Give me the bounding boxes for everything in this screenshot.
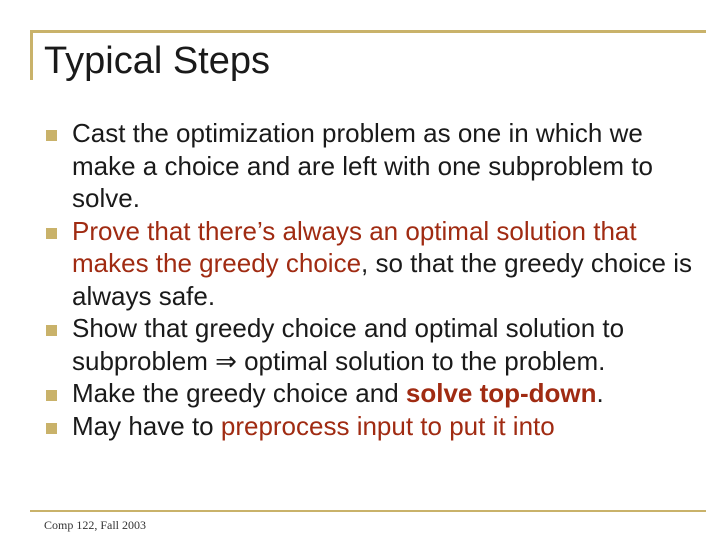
square-bullet-icon [46,325,57,336]
slide-footer: Comp 122, Fall 2003 [44,518,147,532]
slide-title: Typical Steps [44,40,270,82]
bullet-text: Show that greedy choice and optimal solution to subproblem ⇒ optimal solution to the problem. [72,313,625,376]
bullet-item [40,215,710,313]
bullet-item [40,377,710,410]
bullet-item [40,410,710,443]
bottom-frame-line [30,510,706,512]
bullet-text: May have to [72,410,221,441]
bullet-item [40,117,710,215]
left-frame-line [30,30,33,80]
square-bullet-icon [46,228,57,239]
bullet-list [40,117,710,442]
bullet-text-emphasis: preprocess input to put it into [220,410,555,441]
bullet-text: . [596,378,604,408]
bullet-text-emphasis: solve top-down [405,378,597,408]
square-bullet-icon [46,390,57,401]
bullet-text: Cast the optimization problem as one in which we make a choice and are left with one subproblem to solve. [72,118,654,213]
square-bullet-icon [46,130,57,141]
bullet-item [40,312,710,377]
bullet-text: , so that the greedy choice is always safe. [72,248,693,311]
bullet-text: Make the greedy choice and [72,378,406,408]
top-frame-line [30,30,706,33]
bullet-text-emphasis: Prove that there’s always an optimal solution that makes the greedy choice [72,215,637,278]
square-bullet-icon [46,423,57,434]
